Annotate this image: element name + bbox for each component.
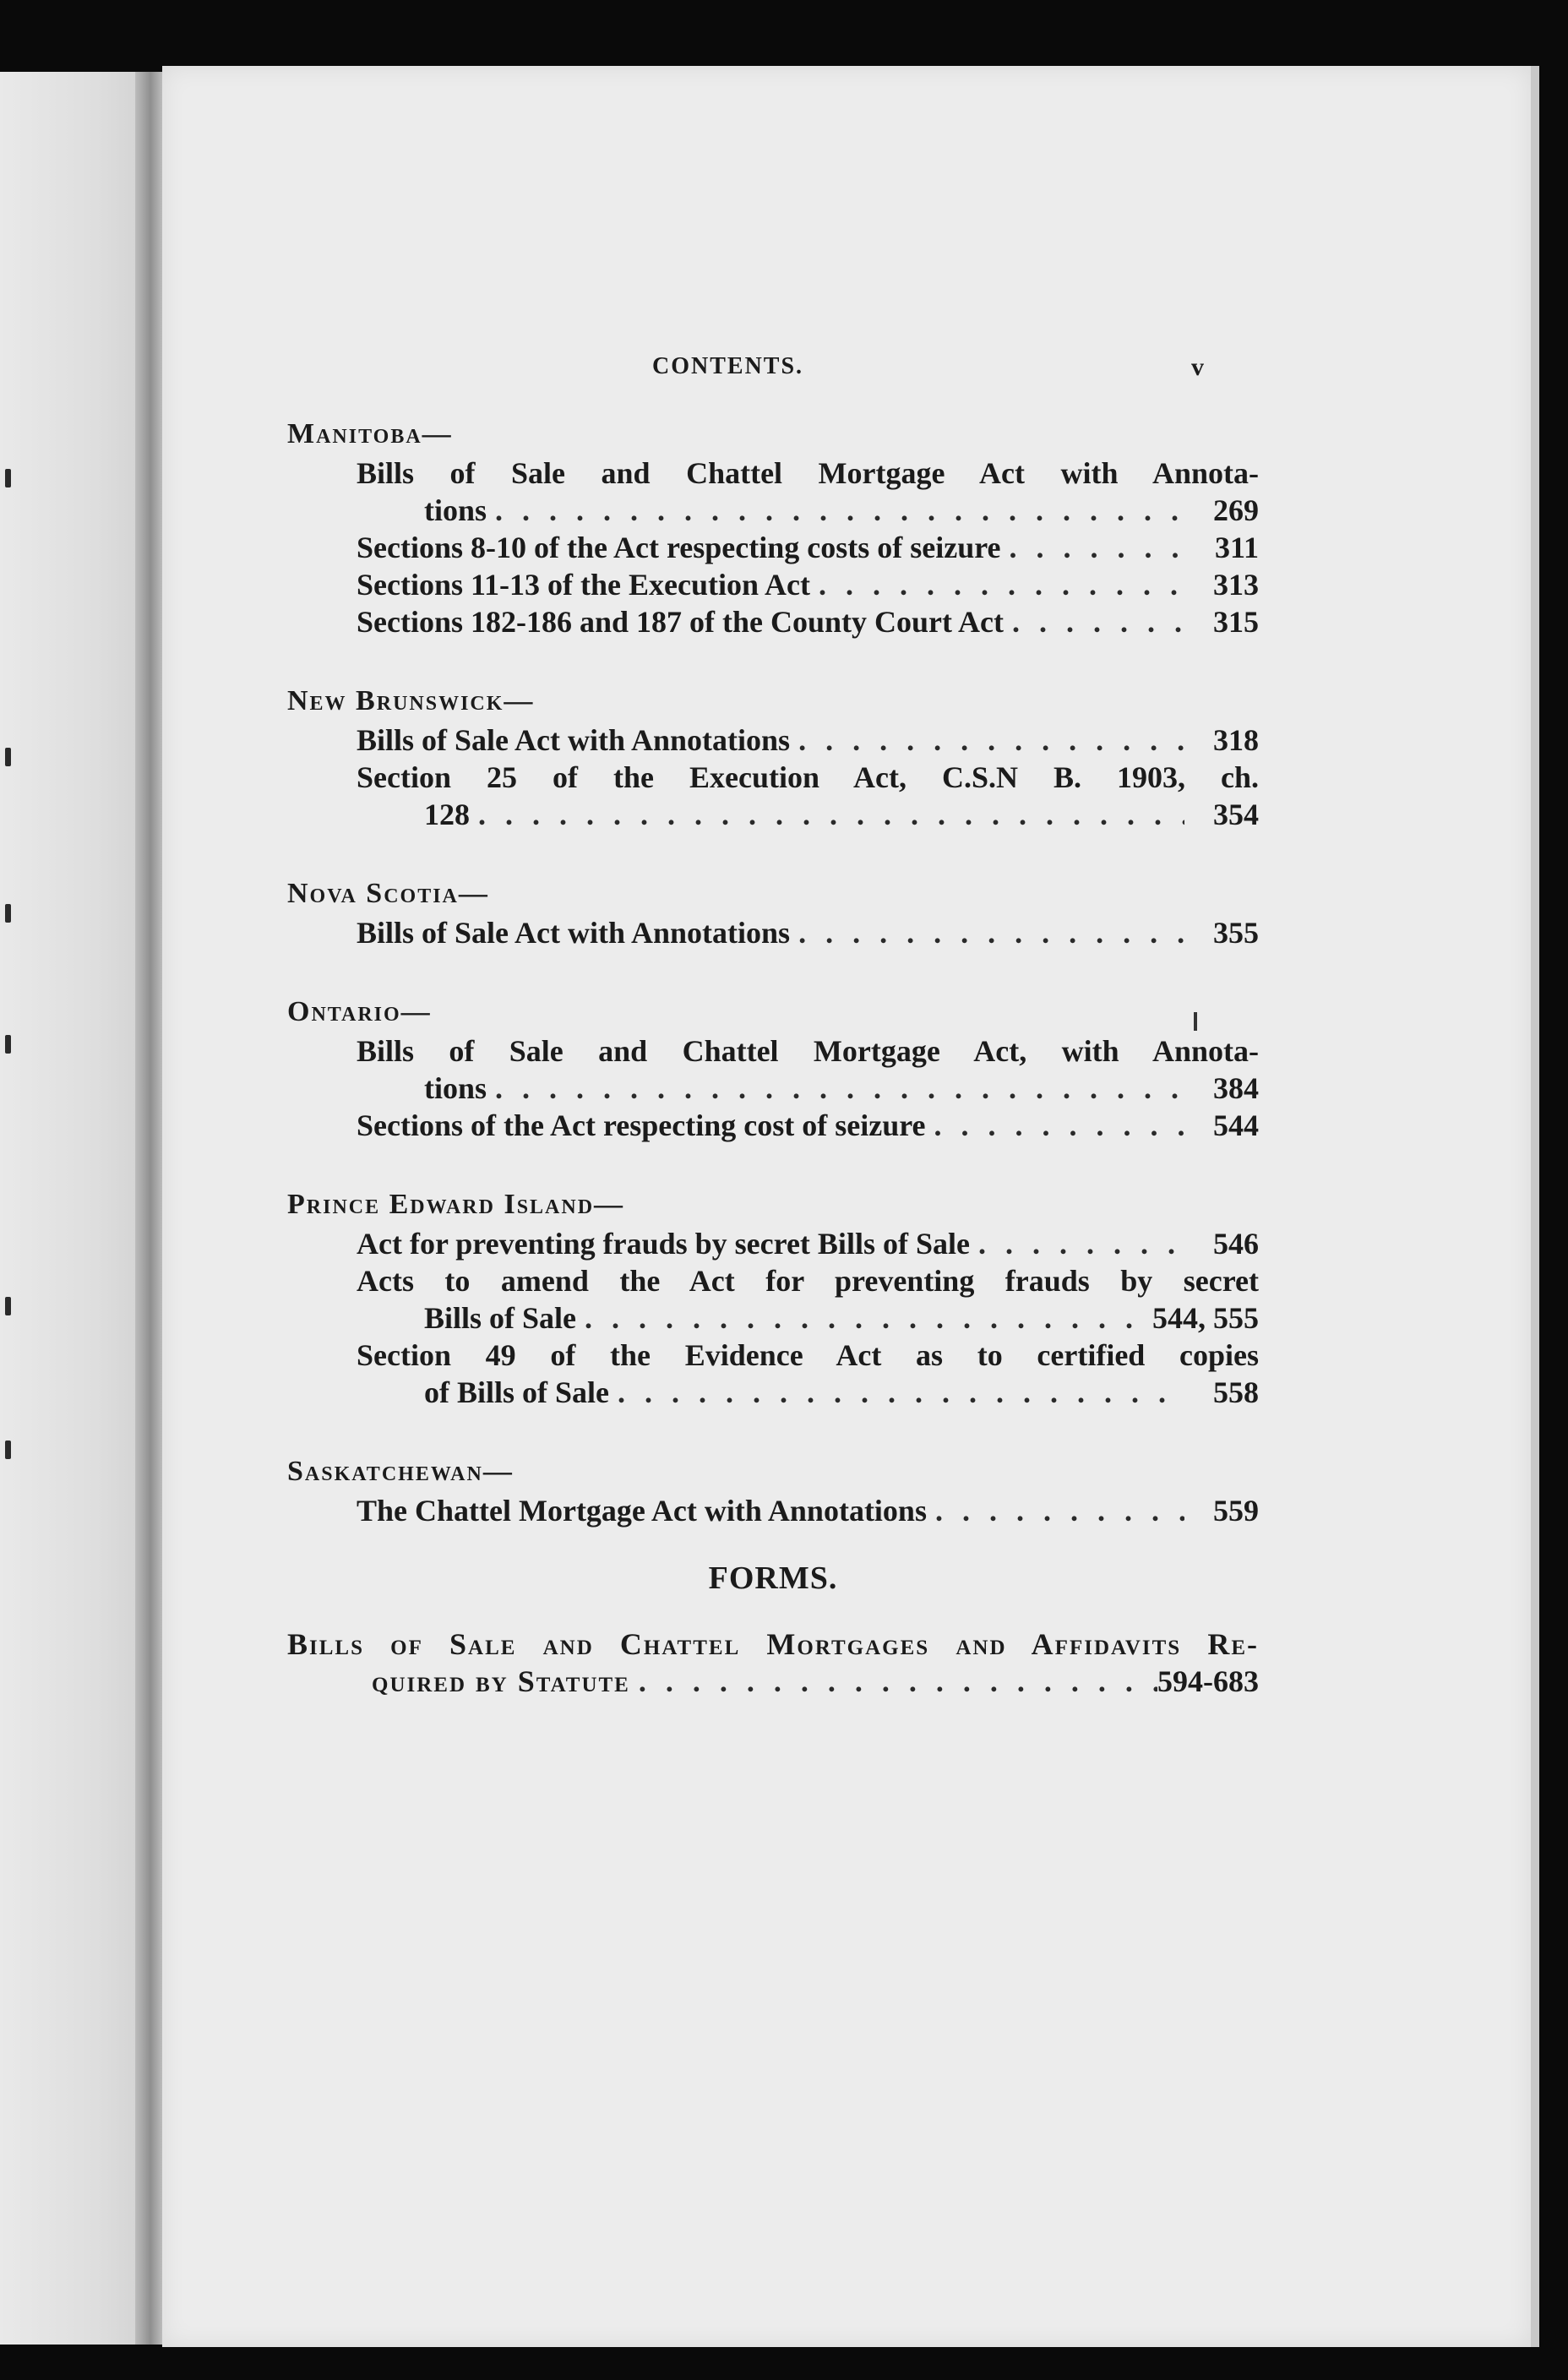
entry-page: 354 (1213, 798, 1259, 831)
section-entries (287, 1225, 1259, 1411)
section-entries (287, 1492, 1259, 1529)
section-entries (287, 722, 1259, 833)
dot-leader (1012, 603, 1184, 640)
right-page-edge (1531, 66, 1539, 2347)
entry-page: 384 (1213, 1071, 1259, 1105)
dot-leader (495, 492, 1184, 529)
dot-leader (978, 1225, 1184, 1262)
entry-line (357, 1032, 1259, 1070)
section-heading: Nova Scotia— (287, 878, 489, 909)
entry-text: Sections 11-13 of the Execution Act (357, 568, 810, 602)
entry-line (357, 529, 1259, 566)
forms-entry (287, 1626, 1259, 1700)
edge-mark (5, 1035, 11, 1054)
toc-section-saskatchewan (287, 1451, 1259, 1529)
entry-line (287, 1626, 1259, 1663)
entry-text: Sections of the Act respecting cost of seizure (357, 1108, 926, 1142)
toc-entry (357, 1032, 1259, 1107)
entry-page: 594-683 (1157, 1664, 1259, 1698)
entry-line (357, 1374, 1259, 1411)
entry-page: 546 (1213, 1227, 1259, 1261)
entry-text: of Bills of Sale (424, 1375, 610, 1409)
toc-entry (357, 759, 1259, 833)
entry-line (357, 455, 1259, 492)
entry-text: Bills of Sale (424, 1301, 577, 1335)
entry-text: Sections 8-10 of the Act respecting costs of seizure (357, 531, 1001, 564)
edge-mark (5, 1441, 11, 1459)
entry-line (357, 1070, 1259, 1107)
dot-leader (798, 914, 1184, 951)
entry-line (357, 492, 1259, 529)
dot-leader (819, 566, 1184, 603)
entry-text: Bills of Sale and Chattel Mortgages and Affidavits Re- (287, 1627, 1259, 1661)
running-head-title: CONTENTS. (652, 353, 804, 379)
entry-text: Sections 182-186 and 187 of the County Court Act (357, 605, 1004, 639)
entry-page: 318 (1213, 723, 1259, 757)
dot-leader (1010, 529, 1184, 566)
entry-line (357, 1337, 1259, 1374)
dot-leader (935, 1492, 1184, 1529)
entry-page: 313 (1213, 568, 1259, 602)
dot-leader (618, 1374, 1184, 1411)
toc-entry (357, 566, 1259, 603)
section-entries (287, 455, 1259, 640)
entry-text: Bills of Sale Act with Annotations (357, 723, 791, 757)
entry-page: 558 (1213, 1375, 1259, 1409)
section-heading: New Brunswick— (287, 685, 535, 716)
page-number: v (1191, 353, 1204, 381)
entry-line (357, 1225, 1259, 1262)
toc-section-prince-edward-island (287, 1185, 1259, 1411)
toc-entry (357, 1492, 1259, 1529)
dot-leader (585, 1299, 1144, 1337)
entry-line (357, 1299, 1259, 1337)
toc-entry (357, 529, 1259, 566)
entry-text: tions (424, 493, 487, 527)
toc-section-new-brunswick (287, 681, 1259, 833)
entry-line (357, 566, 1259, 603)
entry-page: 315 (1213, 605, 1259, 639)
dot-leader (478, 796, 1184, 833)
toc-entry (357, 455, 1259, 529)
edge-mark (5, 904, 11, 923)
forms-heading: FORMS. (708, 1560, 838, 1596)
toc-entry (357, 1262, 1259, 1337)
entry-line (357, 603, 1259, 640)
table-of-contents (287, 414, 1259, 1700)
toc-entry (357, 603, 1259, 640)
toc-entry (357, 722, 1259, 759)
entry-line (287, 1663, 1259, 1700)
toc-entry (357, 1337, 1259, 1411)
entry-line (357, 759, 1259, 796)
entry-line (357, 1262, 1259, 1299)
entry-text: quired by Statute (372, 1664, 630, 1698)
entry-page: 355 (1213, 916, 1259, 950)
edge-mark (5, 748, 11, 766)
entry-text: Bills of Sale and Chattel Mortgage Act, with Annota- (357, 1034, 1259, 1068)
section-heading: Prince Edward Island— (287, 1189, 625, 1220)
toc-entry (357, 1107, 1259, 1144)
dot-leader (798, 722, 1184, 759)
entry-text: Section 49 of the Evidence Act as to certified copies (357, 1338, 1259, 1372)
dot-leader (934, 1107, 1184, 1144)
entry-text: Section 25 of the Execution Act, C.S.N B. 1903, ch. (357, 760, 1259, 794)
entry-line (357, 1107, 1259, 1144)
entry-line (357, 722, 1259, 759)
entry-text: The Chattel Mortgage Act with Annotations (357, 1494, 927, 1528)
section-heading: Ontario— (287, 996, 432, 1027)
entry-text: 128 (424, 798, 470, 831)
entry-text: tions (424, 1071, 487, 1105)
running-head (162, 353, 1531, 387)
entry-page: 544 (1213, 1108, 1259, 1142)
toc-section-nova-scotia (287, 874, 1259, 951)
entry-text: Bills of Sale and Chattel Mortgage Act with Annota- (357, 456, 1259, 490)
dot-leader (639, 1663, 1157, 1700)
entry-text: Acts to amend the Act for preventing frauds by secret (357, 1264, 1259, 1298)
section-heading: Saskatchewan— (287, 1456, 514, 1487)
book-gutter (135, 72, 166, 2345)
entry-text: Bills of Sale Act with Annotations (357, 916, 791, 950)
entry-text: Act for preventing frauds by secret Bills of Sale (357, 1227, 970, 1261)
toc-entry (357, 1225, 1259, 1262)
entry-line (357, 796, 1259, 833)
edge-mark (5, 1297, 11, 1315)
toc-entry (357, 914, 1259, 951)
section-heading: Manitoba— (287, 418, 453, 449)
entry-line (357, 914, 1259, 951)
toc-section-ontario (287, 992, 1259, 1144)
entry-page: 311 (1214, 531, 1259, 564)
entry-page: 559 (1213, 1494, 1259, 1528)
entry-page: 544, 555 (1152, 1301, 1259, 1335)
section-entries (287, 914, 1259, 951)
dot-leader (495, 1070, 1184, 1107)
toc-section-manitoba (287, 414, 1259, 640)
section-entries (287, 1032, 1259, 1144)
edge-mark (5, 469, 11, 487)
entry-line (357, 1492, 1259, 1529)
entry-page: 269 (1213, 493, 1259, 527)
ink-mark (1194, 1012, 1197, 1031)
